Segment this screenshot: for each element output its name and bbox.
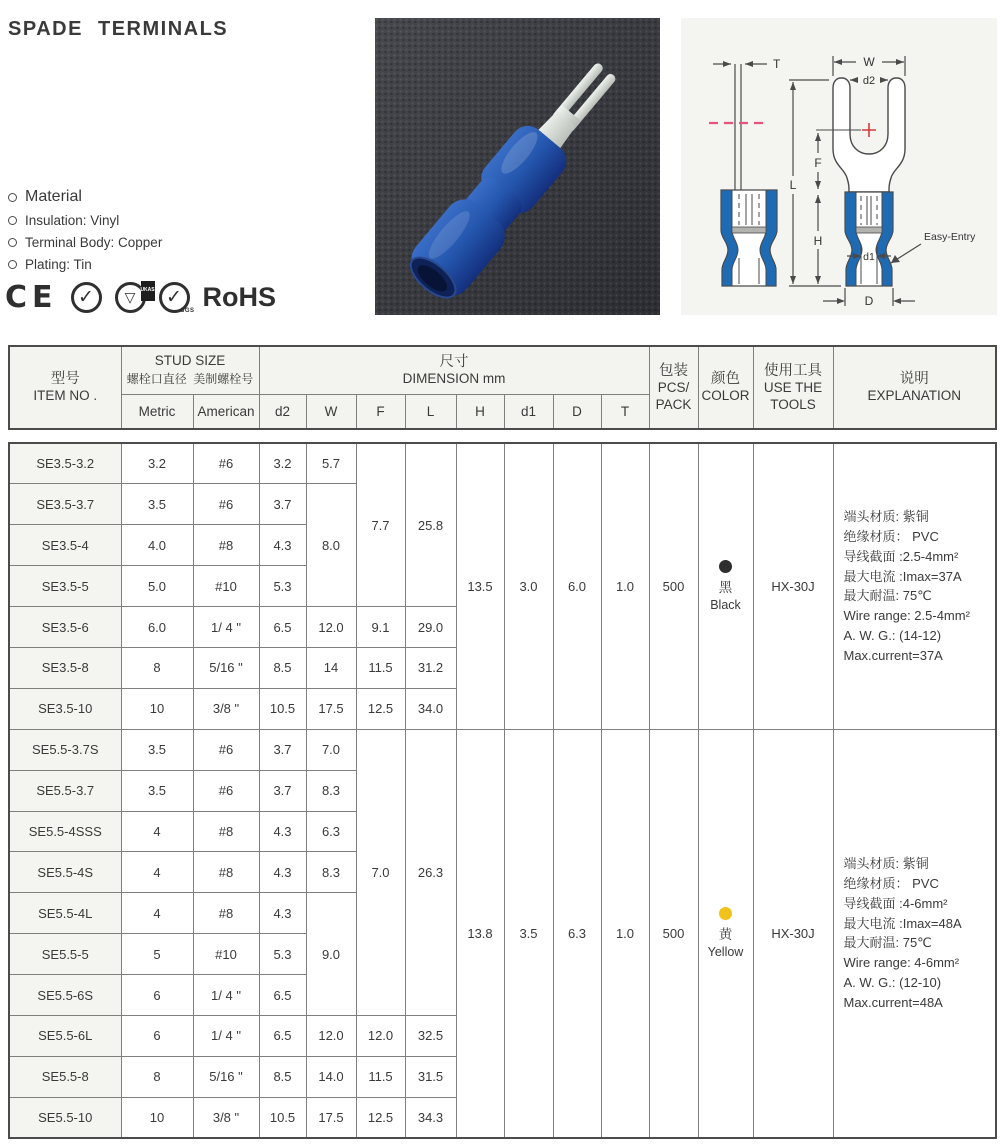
- quality-check-icon: ✓: [71, 282, 102, 313]
- sgs-badge: SGS: [180, 308, 195, 314]
- spec-cell: 31.2: [405, 647, 456, 688]
- spec-cell: 1/ 4 ": [193, 975, 259, 1016]
- spec-cell: 5.7: [306, 443, 356, 484]
- dim-label-H: H: [813, 234, 823, 248]
- spec-table-header: [8, 345, 997, 430]
- col-header-pack: 包装 PCS/ PACK: [649, 346, 698, 429]
- item-no-cell: SE5.5-10: [9, 1097, 121, 1138]
- spec-cell: 1/ 4 ": [193, 607, 259, 648]
- spec-cell: 8.3: [306, 770, 356, 811]
- spec-cell: 5: [121, 934, 193, 975]
- explanation-line: 导线截面 :2.5-4mm²: [843, 548, 959, 564]
- spec-cell: #8: [193, 893, 259, 934]
- spec-cell: 10.5: [259, 1097, 306, 1138]
- spec-cell: 4.3: [259, 852, 306, 893]
- table-row: [9, 443, 996, 484]
- spec-cell: 10: [121, 1097, 193, 1138]
- spec-cell: 3.5: [121, 729, 193, 770]
- spec-cell: 6.0: [121, 607, 193, 648]
- rohs-logo: RoHS: [202, 282, 277, 312]
- spec-cell: 7.7: [356, 443, 405, 607]
- spec-cell: 8.0: [306, 484, 356, 607]
- col-header-stud-size: STUD SIZE 螺栓口直径 美制螺栓号: [121, 346, 259, 394]
- spec-cell: 25.8: [405, 443, 456, 607]
- spec-cell: 31.5: [405, 1056, 456, 1097]
- explanation-line: Wire range: 2.5-4mm²: [843, 608, 970, 624]
- explanation-line: 绝缘材质： PVC: [843, 876, 939, 892]
- item-no-cell: SE3.5-8: [9, 647, 121, 688]
- bullet-icon: [8, 216, 17, 225]
- explanation-line: Max.current=48A: [843, 994, 943, 1010]
- spec-cell: 7.0: [306, 729, 356, 770]
- spec-cell: HX-30J: [753, 443, 833, 729]
- explanation-line: 绝缘材质： PVC: [843, 529, 939, 545]
- spec-cell: 8.3: [306, 852, 356, 893]
- col-header-dimension: 尺寸 DIMENSION mm: [259, 346, 649, 394]
- spec-table-body: [9, 443, 996, 1138]
- page-title: SPADE TERMINALS: [8, 18, 229, 40]
- spec-cell: 12.0: [356, 1015, 405, 1056]
- spec-cell: 14: [306, 647, 356, 688]
- spec-cell: HX-30J: [753, 729, 833, 1138]
- spec-cell: 500: [649, 729, 698, 1138]
- spec-cell: 6: [121, 1015, 193, 1056]
- spec-cell: 9.1: [356, 607, 405, 648]
- col-header-color: 颜色 COLOR: [698, 346, 753, 429]
- item-no-cell: SE5.5-4SSS: [9, 811, 121, 852]
- easy-entry-label: Easy-Entry: [924, 231, 976, 243]
- spec-cell: 4.3: [259, 811, 306, 852]
- explanation-line: A. W. G.: (12-10): [843, 974, 942, 990]
- col-header-h: H: [456, 394, 504, 429]
- ce-mark-logo: CE: [5, 280, 58, 315]
- spec-cell: 4: [121, 893, 193, 934]
- spec-cell: 12.5: [356, 688, 405, 729]
- spec-cell: 1/ 4 ": [193, 1015, 259, 1056]
- table-row: [9, 729, 996, 770]
- item-no-cell: SE3.5-5: [9, 566, 121, 607]
- spec-cell: 8: [121, 647, 193, 688]
- spec-cell: 17.5: [306, 1097, 356, 1138]
- col-header-w: W: [306, 394, 356, 429]
- item-no-cell: SE3.5-3.7: [9, 484, 121, 525]
- spec-cell: 5.3: [259, 934, 306, 975]
- spec-cell: 6.5: [259, 607, 306, 648]
- explanation-cell: [833, 443, 996, 729]
- col-header-american: American: [193, 394, 259, 429]
- material-item: Terminal Body: Copper: [25, 235, 163, 250]
- item-no-cell: SE5.5-3.7: [9, 770, 121, 811]
- spec-cell: #8: [193, 852, 259, 893]
- bullet-icon: [8, 238, 17, 247]
- item-no-cell: SE3.5-4: [9, 525, 121, 566]
- explanation-line: A. W. G.: (14-12): [843, 627, 942, 643]
- spec-table-body-table: [8, 442, 997, 1139]
- spec-cell: 3.2: [259, 443, 306, 484]
- spec-cell: 14.0: [306, 1056, 356, 1097]
- item-no-cell: SE5.5-6L: [9, 1015, 121, 1056]
- spec-cell: 34.3: [405, 1097, 456, 1138]
- spec-cell: 6: [121, 975, 193, 1016]
- item-no-cell: SE3.5-10: [9, 688, 121, 729]
- spec-cell: 10: [121, 688, 193, 729]
- color-cell: 黄 Yellow: [698, 729, 753, 1138]
- spec-cell: 6.0: [553, 443, 601, 729]
- explanation-line: 端头材质: 紫铜: [843, 509, 929, 525]
- item-no-cell: SE5.5-4S: [9, 852, 121, 893]
- item-no-cell: SE5.5-3.7S: [9, 729, 121, 770]
- col-header-d1: d1: [504, 394, 553, 429]
- col-header-f: F: [356, 394, 405, 429]
- explanation-line: 导线截面 :4-6mm²: [843, 895, 948, 911]
- spec-cell: #10: [193, 566, 259, 607]
- col-header-explanation: 说明 EXPLANATION: [833, 346, 996, 429]
- spec-cell: 5.0: [121, 566, 193, 607]
- color-dot-icon: [719, 560, 732, 573]
- col-header-tools: 使用工具 USE THE TOOLS: [753, 346, 833, 429]
- spec-cell: 4: [121, 852, 193, 893]
- spec-cell: 11.5: [356, 1056, 405, 1097]
- spec-cell: 3.0: [504, 443, 553, 729]
- spec-cell: 4.3: [259, 525, 306, 566]
- material-item: Plating: Tin: [25, 257, 92, 272]
- item-no-cell: SE5.5-6S: [9, 975, 121, 1016]
- spec-cell: 9.0: [306, 893, 356, 1016]
- dim-label-D: D: [864, 294, 874, 308]
- spec-cell: 26.3: [405, 729, 456, 1015]
- explanation-cell: [833, 729, 996, 1138]
- col-header-d: D: [553, 394, 601, 429]
- spec-cell: 12.5: [356, 1097, 405, 1138]
- spec-cell: 3.7: [259, 729, 306, 770]
- spec-cell: 29.0: [405, 607, 456, 648]
- spec-cell: 17.5: [306, 688, 356, 729]
- col-header-d2: d2: [259, 394, 306, 429]
- col-header-l: L: [405, 394, 456, 429]
- spec-cell: 3.5: [121, 770, 193, 811]
- bullet-icon: [8, 193, 17, 202]
- col-header-item-no: 型号 ITEM NO .: [9, 346, 121, 429]
- item-no-cell: SE5.5-4L: [9, 893, 121, 934]
- spec-cell: 1.0: [601, 443, 649, 729]
- item-no-cell: SE5.5-5: [9, 934, 121, 975]
- spec-cell: 6.3: [306, 811, 356, 852]
- dim-label-d2: d2: [862, 75, 876, 87]
- explanation-line: 最大耐温: 75℃: [843, 588, 932, 604]
- spec-cell: 3/8 ": [193, 688, 259, 729]
- sgs-check-icon: ✓ SGS: [159, 282, 190, 313]
- spec-cell: #6: [193, 729, 259, 770]
- spec-cell: 6.5: [259, 975, 306, 1016]
- material-heading: Material: [25, 188, 82, 205]
- material-item: Insulation: Vinyl: [25, 213, 120, 228]
- spec-cell: 500: [649, 443, 698, 729]
- spec-cell: #6: [193, 443, 259, 484]
- certification-logos: [5, 280, 276, 315]
- dim-label-W: W: [863, 55, 875, 69]
- color-dot-icon: [719, 907, 732, 920]
- explanation-line: Max.current=37A: [843, 647, 943, 663]
- spec-cell: 3.5: [121, 484, 193, 525]
- spec-cell: 8.5: [259, 647, 306, 688]
- spec-cell: 12.0: [306, 1015, 356, 1056]
- spec-cell: 3.7: [259, 484, 306, 525]
- spec-cell: 11.5: [356, 647, 405, 688]
- col-header-t: T: [601, 394, 649, 429]
- spec-cell: 3.2: [121, 443, 193, 484]
- spec-cell: 34.0: [405, 688, 456, 729]
- spec-cell: #8: [193, 525, 259, 566]
- explanation-line: 端头材质: 紫铜: [843, 856, 929, 872]
- spec-cell: 12.0: [306, 607, 356, 648]
- spec-cell: 3/8 ": [193, 1097, 259, 1138]
- col-header-metric: Metric: [121, 394, 193, 429]
- spec-cell: #8: [193, 811, 259, 852]
- spec-cell: 4.3: [259, 893, 306, 934]
- spec-cell: 7.0: [356, 729, 405, 1015]
- spec-cell: 10.5: [259, 688, 306, 729]
- iso-ukas-icon: ▽ UKAS: [115, 282, 146, 313]
- spec-cell: 8.5: [259, 1056, 306, 1097]
- spec-cell: 5/16 ": [193, 1056, 259, 1097]
- spec-table: [8, 345, 995, 1139]
- color-cell: 黑 Black: [698, 443, 753, 729]
- spec-cell: 3.5: [504, 729, 553, 1138]
- dim-label-d1: d1: [863, 251, 875, 263]
- item-no-cell: SE3.5-3.2: [9, 443, 121, 484]
- spec-cell: 1.0: [601, 729, 649, 1138]
- material-section: [8, 188, 162, 279]
- dimension-diagram: [681, 18, 997, 315]
- spec-cell: 6.3: [553, 729, 601, 1138]
- dim-label-F: F: [814, 156, 822, 170]
- item-no-cell: SE3.5-6: [9, 607, 121, 648]
- explanation-line: 最大耐温: 75℃: [843, 935, 932, 951]
- spec-cell: 4.0: [121, 525, 193, 566]
- product-photo: [375, 18, 660, 315]
- explanation-line: 最大电流 :Imax=37A: [843, 568, 962, 584]
- spec-cell: 5/16 ": [193, 647, 259, 688]
- dim-label-T: T: [773, 57, 781, 71]
- spec-cell: #6: [193, 770, 259, 811]
- item-no-cell: SE5.5-8: [9, 1056, 121, 1097]
- spec-cell: 8: [121, 1056, 193, 1097]
- spec-cell: #6: [193, 484, 259, 525]
- ukas-badge: UKAS: [141, 281, 155, 301]
- spec-cell: #10: [193, 934, 259, 975]
- spec-cell: 13.5: [456, 443, 504, 729]
- spec-cell: 3.7: [259, 770, 306, 811]
- spec-cell: 5.3: [259, 566, 306, 607]
- bullet-icon: [8, 260, 17, 269]
- spec-cell: 32.5: [405, 1015, 456, 1056]
- explanation-line: 最大电流 :Imax=48A: [843, 915, 962, 931]
- spec-cell: 4: [121, 811, 193, 852]
- spec-cell: 13.8: [456, 729, 504, 1138]
- spec-cell: 6.5: [259, 1015, 306, 1056]
- explanation-line: Wire range: 4-6mm²: [843, 955, 960, 971]
- dim-label-L: L: [789, 178, 797, 192]
